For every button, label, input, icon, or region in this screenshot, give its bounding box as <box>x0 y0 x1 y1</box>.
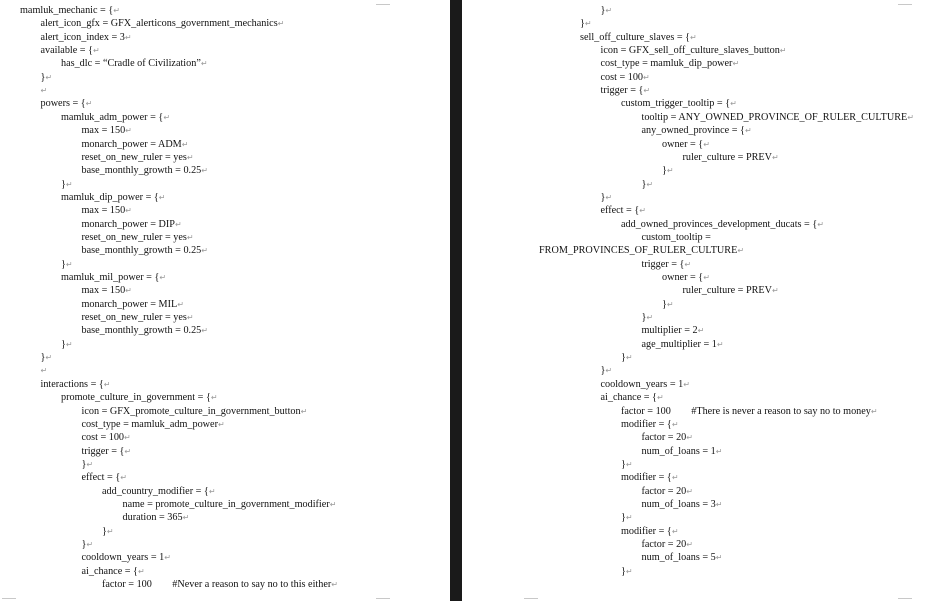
code-line <box>82 311 194 324</box>
paragraph-mark-icon: ↵ <box>605 366 613 376</box>
paragraph-mark-icon: ↵ <box>772 152 779 162</box>
paragraph-mark-icon: ↵ <box>65 259 73 269</box>
code-line <box>580 31 697 44</box>
code-line <box>642 178 654 191</box>
paragraph-mark-icon: ↵ <box>643 72 650 82</box>
code-line-text: } <box>662 298 667 310</box>
code-line <box>642 445 723 458</box>
code-line <box>621 511 633 524</box>
code-line-text: reset_on_new_ruler = yes <box>81 231 187 243</box>
paragraph-mark-icon: ↵ <box>93 46 100 56</box>
code-line <box>82 204 132 217</box>
code-line <box>539 244 744 257</box>
page-corner-mark <box>376 598 390 599</box>
code-line <box>580 17 592 30</box>
paragraph-mark-icon: ↵ <box>690 32 697 42</box>
paragraph-mark-icon: ↵ <box>86 459 94 469</box>
paragraph-mark-icon: ↵ <box>277 19 285 29</box>
code-line <box>621 525 679 538</box>
code-line-text: } <box>81 458 87 470</box>
paragraph-mark-icon: ↵ <box>584 19 592 29</box>
code-line-text: factor = 20 <box>641 485 687 497</box>
page-corner-mark <box>376 4 390 5</box>
paragraph-mark-icon: ↵ <box>686 486 693 496</box>
paragraph-mark-icon: ↵ <box>646 179 654 189</box>
code-line <box>82 124 132 137</box>
paragraph-mark-icon: ↵ <box>208 486 216 496</box>
code-line-text: has_dlc = “Cradle of Civilization” <box>61 58 201 70</box>
paragraph-mark-icon: ↵ <box>907 112 914 122</box>
code-line <box>41 84 48 97</box>
paragraph-mark-icon: ↵ <box>625 459 633 469</box>
page-corner-mark <box>898 598 912 599</box>
code-line-text: } <box>600 365 606 377</box>
code-line-text: icon = GFX_promote_culture_in_government_button <box>81 405 301 417</box>
paragraph-mark-icon: ↵ <box>625 513 633 523</box>
code-line <box>642 485 693 498</box>
paragraph-mark-icon: ↵ <box>686 433 693 443</box>
code-line <box>601 378 690 391</box>
code-line <box>123 498 337 511</box>
code-line-text: num_of_loans = 1 <box>641 445 716 457</box>
code-line <box>82 431 131 444</box>
document-page-right <box>462 0 942 601</box>
code-line-text: powers = { <box>40 98 86 110</box>
code-line <box>621 471 679 484</box>
code-line <box>82 164 208 177</box>
code-line-text: trigger = { <box>81 445 125 457</box>
code-line-text: } <box>641 178 647 190</box>
code-line-text: custom_tooltip = <box>641 231 711 243</box>
code-line-text: add_country_modifier = { <box>102 485 209 497</box>
code-line <box>41 17 285 30</box>
code-line <box>662 164 674 177</box>
code-line-text: cooldown_years = 1 <box>600 378 684 390</box>
paragraph-mark-icon: ↵ <box>703 139 710 149</box>
code-line-text: monarch_power = MIL <box>81 298 178 310</box>
code-line <box>642 258 692 271</box>
paragraph-mark-icon: ↵ <box>163 112 171 122</box>
code-line <box>642 498 723 511</box>
paragraph-mark-icon: ↵ <box>730 99 737 109</box>
code-line <box>82 565 145 578</box>
paragraph-mark-icon: ↵ <box>666 166 674 176</box>
code-line <box>601 364 613 377</box>
code-line-text: any_owned_province = { <box>641 125 745 137</box>
paragraph-mark-icon: ↵ <box>137 566 145 576</box>
code-line-text: name = promote_culture_in_government_modifier <box>122 498 330 510</box>
code-line-text: } <box>621 565 626 577</box>
paragraph-mark-icon: ↵ <box>217 419 225 429</box>
code-line <box>82 538 94 551</box>
code-line <box>41 71 53 84</box>
code-line-text: } <box>61 178 66 190</box>
paragraph-mark-icon: ↵ <box>779 46 787 56</box>
paragraph-mark-icon: ↵ <box>201 166 208 176</box>
code-line-text: } <box>621 512 626 524</box>
code-line-text: modifier = { <box>621 472 672 484</box>
code-line <box>601 44 787 57</box>
paragraph-mark-icon: ↵ <box>666 299 674 309</box>
code-line-text: FROM_PROVINCES_OF_RULER_CULTURE <box>539 245 738 257</box>
code-line-text: factor = 100 #There is never a reason to say no to money <box>621 405 871 417</box>
paragraph-mark-icon: ↵ <box>671 473 679 483</box>
code-line-text: factor = 20 <box>641 539 687 550</box>
paragraph-mark-icon: ↵ <box>186 313 194 323</box>
code-line <box>41 44 100 57</box>
paragraph-mark-icon: ↵ <box>65 339 73 349</box>
code-line-text: sell_off_culture_slaves = { <box>580 31 691 43</box>
code-line-text: } <box>600 5 606 16</box>
paragraph-mark-icon: ↵ <box>605 192 613 202</box>
paragraph-mark-icon: ↵ <box>124 32 132 42</box>
code-line-text: monarch_power = DIP <box>81 218 175 230</box>
code-line <box>123 511 190 524</box>
code-line-text: mamluk_dip_power = { <box>61 191 159 203</box>
code-line-text: interactions = { <box>40 378 104 390</box>
code-line <box>662 271 710 284</box>
code-line <box>82 405 308 418</box>
code-line-text: promote_culture_in_government = { <box>61 392 211 404</box>
paragraph-mark-icon: ↵ <box>744 126 752 136</box>
document-page-left <box>0 0 450 601</box>
code-line-text: cost = 100 <box>81 432 125 444</box>
paragraph-mark-icon: ↵ <box>125 126 132 136</box>
code-line-text: } <box>40 352 46 364</box>
code-line-text: cost_type = mamluk_adm_power <box>81 418 218 430</box>
paragraph-mark-icon: ↵ <box>656 393 664 403</box>
code-line-text: ai_chance = { <box>81 565 138 577</box>
code-line <box>61 57 208 70</box>
code-line-text: modifier = { <box>621 418 672 430</box>
code-line <box>621 565 633 578</box>
paragraph-mark-icon: ↵ <box>671 526 679 536</box>
paragraph-mark-icon: ↵ <box>639 206 646 216</box>
paragraph-mark-icon: ↵ <box>210 393 218 403</box>
paragraph-mark-icon: ↵ <box>181 139 189 149</box>
code-line-text: ruler_culture = PREV <box>682 151 772 163</box>
paragraph-mark-icon: ↵ <box>159 273 167 282</box>
paragraph-mark-icon: ↵ <box>646 313 654 323</box>
paragraph-mark-icon: ↵ <box>683 379 690 389</box>
code-line <box>102 525 114 538</box>
code-line <box>662 298 674 311</box>
paragraph-mark-icon: ↵ <box>697 326 705 336</box>
code-line-text: custom_trigger_tooltip = { <box>621 98 731 110</box>
code-line <box>82 324 208 337</box>
paragraph-mark-icon: ↵ <box>164 553 171 563</box>
code-line-text: max = 150 <box>81 205 126 217</box>
code-line-text: } <box>641 312 647 324</box>
code-line <box>642 111 914 124</box>
code-line-text: mamluk_mechanic = { <box>20 5 114 16</box>
code-line-text: base_monthly_growth = 0.25 <box>81 325 202 337</box>
code-line-text: num_of_loans = 5 <box>641 552 716 564</box>
code-line <box>82 284 132 297</box>
code-line <box>601 191 613 204</box>
code-line <box>642 124 752 137</box>
page-corner-mark <box>524 598 538 599</box>
code-line-text: } <box>621 458 626 470</box>
code-line-text: } <box>81 539 87 550</box>
code-line-text: effect = { <box>81 472 121 484</box>
code-line-text: cooldown_years = 1 <box>81 552 165 564</box>
code-line-text: reset_on_new_ruler = yes <box>81 151 187 163</box>
code-line <box>82 298 184 311</box>
code-line-text: } <box>61 338 66 350</box>
code-line <box>61 178 73 191</box>
code-line-text: multiplier = 2 <box>641 325 698 337</box>
code-line-text: modifier = { <box>621 525 672 537</box>
paragraph-mark-icon: ↵ <box>715 499 723 509</box>
paragraph-mark-icon: ↵ <box>625 353 633 363</box>
code-line-text: owner = { <box>662 272 704 283</box>
paragraph-mark-icon: ↵ <box>201 246 208 256</box>
code-line-text: } <box>621 352 626 364</box>
code-line <box>61 111 170 124</box>
code-line <box>642 551 723 564</box>
paragraph-mark-icon: ↵ <box>201 326 208 336</box>
code-line <box>41 351 53 364</box>
code-line <box>82 471 127 484</box>
code-line-text: duration = 365 <box>122 512 183 524</box>
paragraph-mark-icon: ↵ <box>85 99 93 109</box>
paragraph-mark-icon: ↵ <box>124 446 132 456</box>
paragraph-mark-icon: ↵ <box>817 219 824 229</box>
code-line <box>102 578 338 591</box>
code-line <box>621 218 824 231</box>
code-line-text: icon = GFX_sell_off_culture_slaves_button <box>600 45 780 57</box>
paragraph-mark-icon: ↵ <box>643 86 651 96</box>
code-line <box>82 551 171 564</box>
code-line-text: tooltip = ANY_OWNED_PROVINCE_OF_RULER_CULTURE <box>641 111 908 123</box>
paragraph-mark-icon: ↵ <box>106 526 114 536</box>
code-line-text: ai_chance = { <box>600 392 657 404</box>
code-line <box>642 338 724 351</box>
paragraph-mark-icon: ↵ <box>65 179 73 189</box>
code-line <box>41 31 132 44</box>
code-line <box>662 138 710 151</box>
code-line-text: alert_icon_gfx = GFX_alerticons_government_mechanics <box>40 18 278 30</box>
code-line <box>82 445 132 458</box>
code-line <box>621 351 633 364</box>
code-line <box>642 431 693 444</box>
code-line-text: ruler_culture = PREV <box>682 285 772 297</box>
paragraph-mark-icon: ↵ <box>125 286 132 296</box>
paragraph-mark-icon: ↵ <box>686 540 693 549</box>
paragraph-mark-icon: ↵ <box>186 232 194 242</box>
paragraph-mark-icon: ↵ <box>120 473 127 483</box>
paragraph-mark-icon: ↵ <box>182 513 190 523</box>
code-line <box>20 4 120 17</box>
code-line-text: } <box>600 191 606 203</box>
paragraph-mark-icon: ↵ <box>40 366 48 376</box>
code-line <box>601 84 651 97</box>
paragraph-mark-icon: ↵ <box>684 259 692 269</box>
code-line <box>61 271 166 284</box>
code-line-text: max = 150 <box>81 285 126 297</box>
paragraph-mark-icon: ↵ <box>40 86 48 96</box>
code-line <box>621 418 679 431</box>
code-line <box>82 458 94 471</box>
paragraph-mark-icon: ↵ <box>329 499 337 509</box>
code-line-text: owner = { <box>662 138 704 150</box>
code-line <box>61 391 218 404</box>
code-line-text: base_monthly_growth = 0.25 <box>81 165 202 177</box>
paragraph-mark-icon: ↵ <box>703 273 710 282</box>
paragraph-mark-icon: ↵ <box>605 6 613 15</box>
code-line-text: max = 150 <box>81 125 126 137</box>
code-line-text: reset_on_new_ruler = yes <box>81 312 187 324</box>
paragraph-mark-icon: ↵ <box>113 6 120 15</box>
paragraph-mark-icon: ↵ <box>716 339 724 349</box>
paragraph-mark-icon: ↵ <box>732 59 740 69</box>
code-line <box>82 218 182 231</box>
code-line-text: cost_type = mamluk_dip_power <box>600 58 733 70</box>
paragraph-mark-icon: ↵ <box>625 566 633 576</box>
code-line <box>601 391 664 404</box>
paragraph-mark-icon: ↵ <box>177 299 184 309</box>
code-line <box>82 231 194 244</box>
code-line-text: } <box>662 165 667 177</box>
paragraph-mark-icon: ↵ <box>186 152 194 162</box>
code-line-text: base_monthly_growth = 0.25 <box>81 245 202 257</box>
code-line <box>61 191 165 204</box>
code-line <box>61 258 73 271</box>
code-line <box>82 418 225 431</box>
paragraph-mark-icon: ↵ <box>715 553 723 563</box>
page-gap-divider <box>450 0 462 601</box>
paragraph-mark-icon: ↵ <box>200 59 208 69</box>
paragraph-mark-icon: ↵ <box>158 192 166 202</box>
code-line-text: cost = 100 <box>600 71 644 83</box>
code-line-text: } <box>40 71 46 83</box>
paragraph-mark-icon: ↵ <box>103 379 111 389</box>
code-line <box>642 231 711 244</box>
code-line <box>601 4 613 17</box>
code-line <box>683 284 779 297</box>
code-line <box>621 405 878 418</box>
code-line <box>683 151 779 164</box>
paragraph-mark-icon: ↵ <box>772 286 779 296</box>
code-line-text: alert_icon_index = 3 <box>40 31 125 43</box>
code-line-text: } <box>102 525 107 537</box>
code-line-text: add_owned_provinces_development_ducats = { <box>621 218 818 230</box>
code-line <box>41 97 93 110</box>
code-line <box>621 97 737 110</box>
paragraph-mark-icon: ↵ <box>331 580 338 590</box>
paragraph-mark-icon: ↵ <box>124 433 131 443</box>
code-line-text: trigger = { <box>600 85 644 97</box>
code-line <box>41 364 48 377</box>
code-line-text: trigger = { <box>641 258 685 270</box>
code-line <box>41 378 111 391</box>
paragraph-mark-icon: ↵ <box>870 406 878 416</box>
code-line-text: factor = 100 #Never a reason to say no to this either <box>102 579 332 591</box>
code-line-text: mamluk_mil_power = { <box>61 272 160 283</box>
paragraph-mark-icon: ↵ <box>45 72 53 82</box>
code-line-text: } <box>580 18 585 30</box>
code-line <box>601 71 650 84</box>
paragraph-mark-icon: ↵ <box>45 353 53 363</box>
code-line <box>642 311 654 324</box>
code-line <box>642 324 705 337</box>
code-line <box>102 485 216 498</box>
paragraph-mark-icon: ↵ <box>715 446 723 456</box>
paragraph-mark-icon: ↵ <box>125 206 132 216</box>
page-corner-mark <box>898 4 912 5</box>
code-line <box>82 151 194 164</box>
code-line-text: available = { <box>40 45 93 57</box>
code-line <box>621 458 633 471</box>
paragraph-mark-icon: ↵ <box>86 540 94 549</box>
code-line <box>601 57 740 70</box>
paragraph-mark-icon: ↵ <box>174 219 182 229</box>
code-line-text: mamluk_adm_power = { <box>61 111 164 123</box>
code-line <box>601 204 646 217</box>
code-line <box>82 138 189 151</box>
code-line <box>61 338 73 351</box>
code-line-text: } <box>61 258 66 270</box>
code-line-text: monarch_power = ADM <box>81 138 182 150</box>
code-line <box>82 244 208 257</box>
paragraph-mark-icon: ↵ <box>671 419 679 429</box>
code-line-text: age_multiplier = 1 <box>641 338 717 350</box>
code-line <box>642 538 693 551</box>
code-line-text: effect = { <box>600 205 640 217</box>
code-line-text: num_of_loans = 3 <box>641 498 716 510</box>
page-corner-mark <box>2 598 16 599</box>
paragraph-mark-icon: ↵ <box>300 406 308 416</box>
paragraph-mark-icon: ↵ <box>737 246 745 256</box>
code-line-text: factor = 20 <box>641 432 687 444</box>
